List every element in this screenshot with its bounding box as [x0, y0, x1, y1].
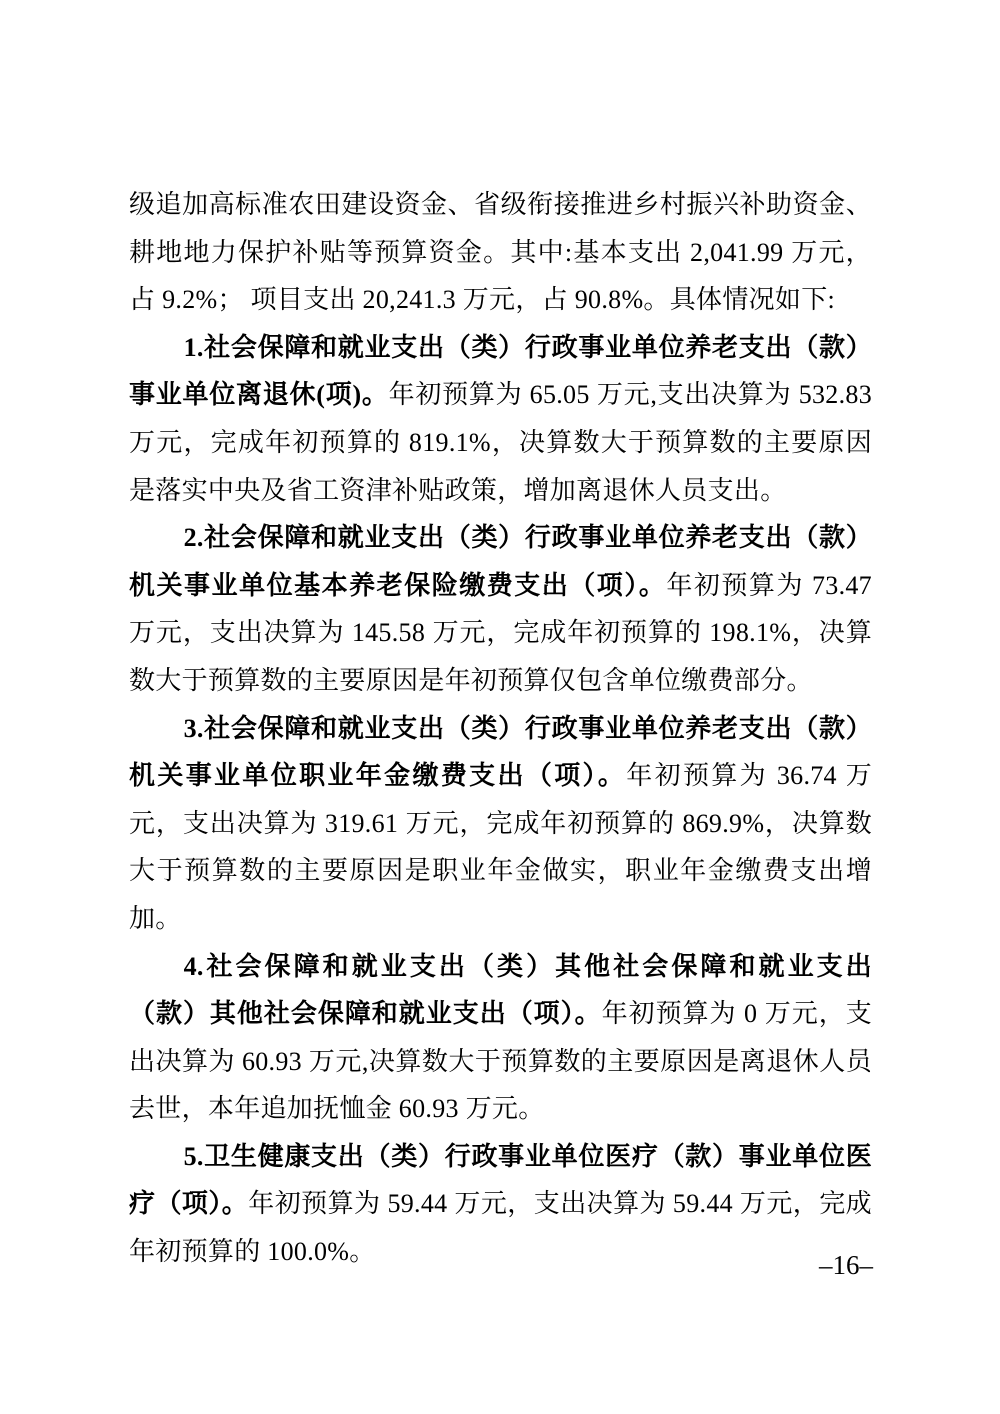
paragraph-3 — [129, 705, 872, 943]
paragraph-heading-segment: 2.社会保障和就业支出（类）行政事业单位养老支出（款）机关事业单位基本养老保险缴费支出（项）。 — [129, 523, 872, 600]
paragraph-heading-segment: 5.卫生健康支出（类）行政事业单位医疗（款）事业单位医疗（项）。 — [129, 1141, 872, 1219]
paragraph-heading-segment: 3.社会保障和就业支出（类）行政事业单位养老支出（款）机关事业单位职业年金缴费支出（项）。 — [129, 713, 872, 791]
paragraph-0 — [129, 181, 872, 324]
paragraph-text-segment: 年初预算为 65.05 万元,支出决算为 532.83 万元，完成年初预算的 819.1%，决算数大于预算数的主要原因是落实中央及省工资津补贴政策，增加离退休人员支出。 — [129, 380, 872, 505]
paragraph-heading-segment: 4.社会保障和就业支出（类）其他社会保障和就业支出（款）其他社会保障和就业支出（项）。 — [129, 951, 872, 1029]
paragraph-heading-segment: 1.社会保障和就业支出（类）行政事业单位养老支出（款）事业单位离退休(项)。 — [129, 332, 872, 410]
paragraph-1 — [129, 324, 872, 514]
page-number: –16– — [819, 1250, 873, 1280]
paragraph-text-segment: 年初预算为 73.47 万元，支出决算为 145.58 万元，完成年初预算的 198.1%，决算数大于预算数的主要原因是年初预算仅包含单位缴费部分。 — [129, 570, 872, 695]
paragraph-text-segment: 级追加高标准农田建设资金、省级衔接推进乡村振兴补助资金、耕地地力保护补贴等预算资金。其中:基本支出 2,041.99 万元，占 9.2%； 项目支出 20,241.3 万元，占 90.8%。具体情况如下: — [129, 190, 872, 315]
paragraph-text-segment: 年初预算为 59.44 万元，支出决算为 59.44 万元，完成年初预算的 100.0%。 — [129, 1189, 872, 1267]
paragraph-4 — [129, 943, 872, 1133]
document-body — [129, 181, 872, 1276]
paragraph-text-segment: 年初预算为 0 万元，支出决算为 60.93 万元,决算数大于预算数的主要原因是离退休人员去世，本年追加抚恤金 60.93 万元。 — [129, 999, 872, 1124]
paragraph-text-segment: 年初预算为 36.74 万元，支出决算为 319.61 万元，完成年初预算的 869.9%，决算数大于预算数的主要原因是职业年金做实，职业年金缴费支出增加。 — [129, 761, 872, 933]
paragraph-2 — [129, 514, 872, 704]
paragraph-5 — [129, 1133, 872, 1276]
